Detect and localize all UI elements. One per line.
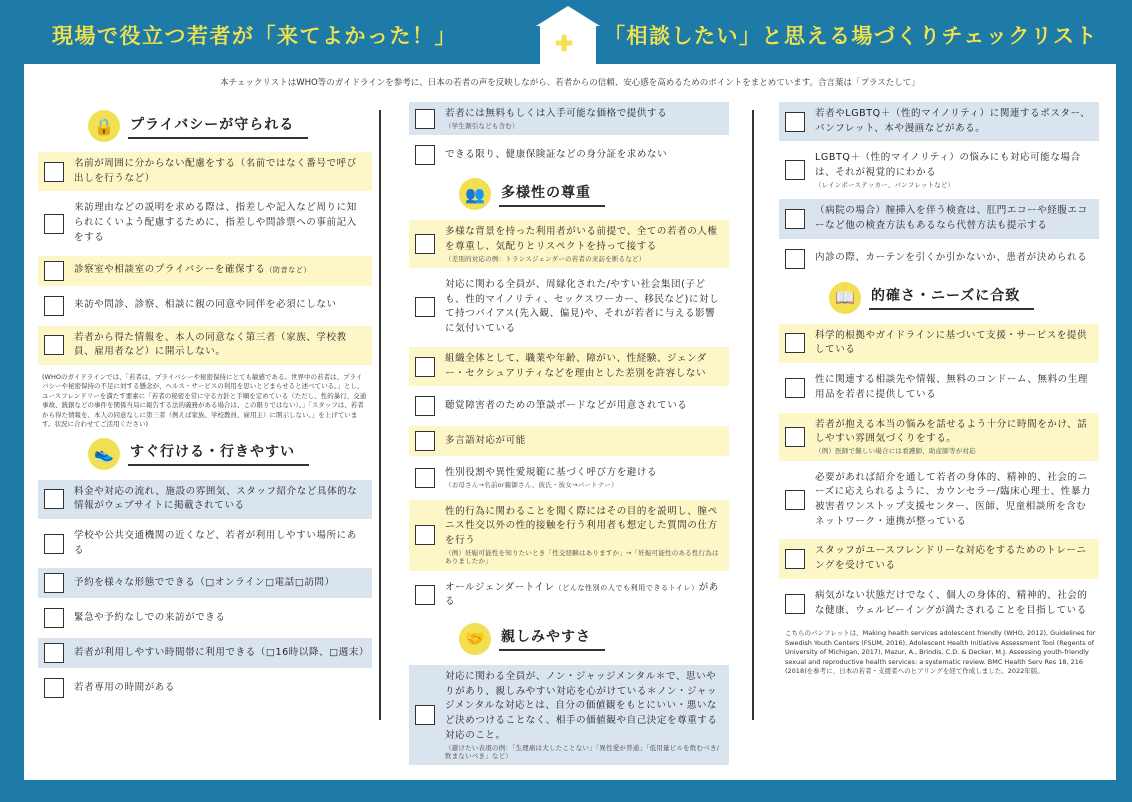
checklist-item: 若者専用の時間がある (38, 673, 372, 703)
section-needs-header (829, 282, 1099, 314)
checkbox[interactable] (415, 396, 435, 416)
checklist-item: 緊急や予約なしでの来訪ができる (38, 603, 372, 633)
checklist-item: 性に関連する相談先や情報、無料のコンドーム、無料の生理用品を若者に提供している (779, 368, 1099, 407)
checkbox[interactable] (415, 705, 435, 725)
checkbox[interactable] (44, 162, 64, 182)
checklist-item: 内診の際、カーテンを引くか引かないか、患者が決められる (779, 244, 1099, 274)
section-diversity-header (459, 178, 729, 210)
checkbox[interactable] (415, 297, 435, 317)
checklist-item: 病気がない状態だけでなく、個人の身体的、精神的、社会的な健康、ウェルビーイングが満たされることを目指している (779, 584, 1099, 623)
section-friendly-header (459, 623, 729, 655)
checklist-item: 料金や対応の流れ、施設の雰囲気、スタッフ紹介など具体的な情報がウェブサイトに掲載されている (38, 480, 372, 519)
checkbox[interactable] (785, 594, 805, 614)
checklist-item: 多様な背景を持った利用者がいる前提で、全ての若者の人権を尊重し、気配りとリスペクトを持って接する （差別的対応の例：トランスジェンダーの若者の来訪を断るなど） (409, 220, 729, 268)
checklist-item: スタッフがユースフレンドリーな対応をするためのトレーニングを受けている (779, 539, 1099, 578)
section-title: すぐ行ける・行きやすい (128, 441, 309, 466)
checklist-item: 対応に関わる全員が、周縁化された/やすい社会集団(子ども、性的マイノリティ、セックスワーカー、移民など)に対して持つバイアス(先入観、偏見)や、それが若者に与える影響に気付いている (409, 273, 729, 342)
checklist-item: 必要があれば紹介を通して若者の身体的、精神的、社会的ニーズに応えられるように、カウンセラー/臨床心理士、性暴力被害者ワンストップ支援センター、医師、児童相談所を含むネットワーク・連携が整っている (779, 466, 1099, 535)
checkbox[interactable] (785, 249, 805, 269)
checklist-item: 学校や公共交通機関の近くなど、若者が利用しやすい場所にある (38, 524, 372, 563)
checklist-item: 若者やLGBTQ＋（性的マイノリティ）に関連するポスター、パンフレット、本や漫画などがある。 (779, 102, 1099, 141)
checkbox[interactable] (415, 145, 435, 165)
checkbox[interactable] (785, 333, 805, 353)
checkbox[interactable] (785, 378, 805, 398)
checklist-item: 科学的根拠やガイドラインに基づいて支援・サービスを提供している (779, 324, 1099, 363)
checkbox[interactable] (44, 608, 64, 628)
checklist-item: 若者には無料もしくは入手可能な価格で提供する （学生割引なども含む） (409, 102, 729, 135)
checklist-item: 診察室や相談室のプライバシーを確保する（防音など） (38, 256, 372, 286)
checklist-item: 若者が抱える本当の悩みを話せるよう十分に時間をかけ、話しやすい雰囲気づくりをする。 （例）医師で難しい場合には看護師、助産師等が対応 (779, 413, 1099, 461)
checkbox[interactable] (44, 296, 64, 316)
checkbox[interactable] (44, 489, 64, 509)
section-privacy-header (88, 110, 372, 142)
checkbox[interactable] (44, 573, 64, 593)
checkbox[interactable] (415, 431, 435, 451)
checkbox[interactable] (785, 427, 805, 447)
column-3 (779, 102, 1099, 676)
plus-icon: ✚ (555, 32, 574, 57)
checklist-item: 名前が周囲に分からない配慮をする（名前ではなく番号で呼び出しを行うなど） (38, 152, 372, 191)
intro-text: 本チェックリストはWHO等のガイドラインを参考に、日本の若者の声を反映しながら、若者からの信頼、安心感を高めるためのポイントをまとめています。合言葉は「プラスたして」 (220, 78, 920, 88)
checkbox[interactable] (44, 534, 64, 554)
checklist-item: できる限り、健康保険証などの身分証を求めない (409, 140, 729, 170)
checklist-sheet (24, 64, 1116, 780)
checkbox[interactable] (415, 585, 435, 605)
checklist-item: 聴覚障害者のための筆談ボードなどが用意されている (409, 391, 729, 421)
checklist-item: 来訪や問診、診察、相談に親の同意や同伴を必須にしない (38, 291, 372, 321)
column-1 (38, 102, 372, 708)
checklist-item: 来訪理由などの説明を求める際は、指差しや記入など周りに知られにくいよう配慮するために、指差しや問診票への事前記入をする (38, 196, 372, 250)
checkbox[interactable] (44, 678, 64, 698)
checkbox[interactable] (415, 357, 435, 377)
checkbox[interactable] (44, 214, 64, 234)
header (0, 0, 1132, 66)
checkbox[interactable] (415, 109, 435, 129)
checklist-item: 性的行為に関わることを聞く際にはその目的を説明し、膣ペニス性交以外の性的接触を行う利用者も想定した質問の仕方を行う （例）妊娠可能性を知りたいとき「性交経験はありますか」→「妊娠可能性のある性行為はありましたか」 (409, 500, 729, 571)
checklist-item: 若者が利用しやすい時間帯に利用できる（□16時以降、□週末） (38, 638, 372, 668)
privacy-note: (WHOのガイドラインでは、「若者は、プライバシーや秘密保持にとても敏感である。世界中の若者は、プライバシーや秘密保持の不足に対する懸念が、ヘルス・サービスの利用を思いとどまらせると述べている。」とし、ユースフレンドリーを満たす要素に「若者の秘密を常に守る方針と手順を定めている（ただし、性的暴行、交通事故、銃創などの事件を関係当局に報告する法的義務がある場合は、この限りではない）。」「スタッフは、若者から得た情報を、本人の同意なしに第三者（例えば家族、学校教員、雇用主）に開示しない。」を上げています。状況に合わせてご活用ください) (42, 373, 367, 429)
checkbox[interactable] (785, 490, 805, 510)
references: こちらのパンフレットは、Making health services adolescent friendly (WHO, 2012), Guidelines for Swedish Youth Centers (FSUM, 2016), Adolescent Health Initiative Assessment Tool (Regents of University of Michigan, 2017), Mazur, A., Brindis, C.D. & Decker, M.J. Assessing youth-friendly sexual and reproductive health services: a systematic review. BMC Health Serv Res 18, 216 (2018)を参考に、日本の若者・支援者へのヒアリングを経て作成しました。2022年版。 (785, 629, 1096, 675)
people-icon: 👥 (459, 178, 491, 210)
checkbox[interactable] (415, 234, 435, 254)
checkbox[interactable] (785, 209, 805, 229)
title-right: 「相談したい」と思える場づくりチェックリスト (604, 24, 1098, 48)
section-title: プライバシーが守られる (128, 114, 308, 139)
checkbox[interactable] (415, 525, 435, 545)
checklist-item: 組織全体として、職業や年齢、障がい、性経験、ジェンダー・セクシュアリティなどを理由とした差別を許容しない (409, 347, 729, 386)
checklist-item: （病院の場合）膣挿入を伴う検査は、肛門エコーや経腹エコーなど他の検査方法もあるなら代替方法も提示する (779, 199, 1099, 238)
checklist-item: 対応に関わる全員が、ノン・ジャッジメンタル＊で、思いやりがあり、親しみやすい対応を心がけている＊ノン・ジャッジメンタルな対応とは、自分の価値観をもとにいい・悪いなど決めつけることなく、相手の価値観や自己決定を尊重する対応のこと。 （避けたい表現の例：「生理痛は大したことない」「異性愛が普通」「低用量ピルを飲むべき/飲まないべき」など） (409, 665, 729, 765)
checkbox[interactable] (785, 112, 805, 132)
column-2 (409, 102, 729, 770)
section-title: 的確さ・ニーズに合致 (869, 285, 1034, 310)
column-divider (379, 110, 381, 720)
house-plus-icon (536, 6, 600, 66)
checkbox[interactable] (44, 643, 64, 663)
checkbox[interactable] (785, 160, 805, 180)
checklist-item: 若者から得た情報を、本人の同意なく第三者（家族、学校教員、雇用者など）に開示しない。 (38, 326, 372, 365)
checklist-item: LGBTQ＋（性的マイノリティ）の悩みにも対応可能な場合は、それが視覚的にわかる （レインボーステッカー、パンフレットなど） (779, 146, 1099, 194)
sneaker-icon: 👟 (88, 438, 120, 470)
section-title: 親しみやすさ (499, 626, 605, 651)
handshake-icon: 🤝 (459, 623, 491, 655)
section-access-header (88, 438, 372, 470)
checklist-item: 多言語対応が可能 (409, 426, 729, 456)
checklist-item: オールジェンダートイレ（どんな性別の人でも利用できるトイレ）がある (409, 576, 729, 615)
checkbox[interactable] (785, 549, 805, 569)
title-left: 現場で役立つ若者が「来てよかった！」 (52, 24, 457, 48)
checklist-item: 性別役割や異性愛規範に基づく呼び方を避ける （お母さん→名前or親御さん、彼氏・彼女→パートナー） (409, 461, 729, 494)
checkbox[interactable] (44, 261, 64, 281)
column-divider (752, 110, 754, 720)
checklist-item: 予約を様々な形態でできる（□オンライン□電話□訪問） (38, 568, 372, 598)
checkbox[interactable] (44, 335, 64, 355)
checkbox[interactable] (415, 468, 435, 488)
lock-icon: 🔒 (88, 110, 120, 142)
book-icon: 📖 (829, 282, 861, 314)
section-title: 多様性の尊重 (499, 182, 605, 207)
